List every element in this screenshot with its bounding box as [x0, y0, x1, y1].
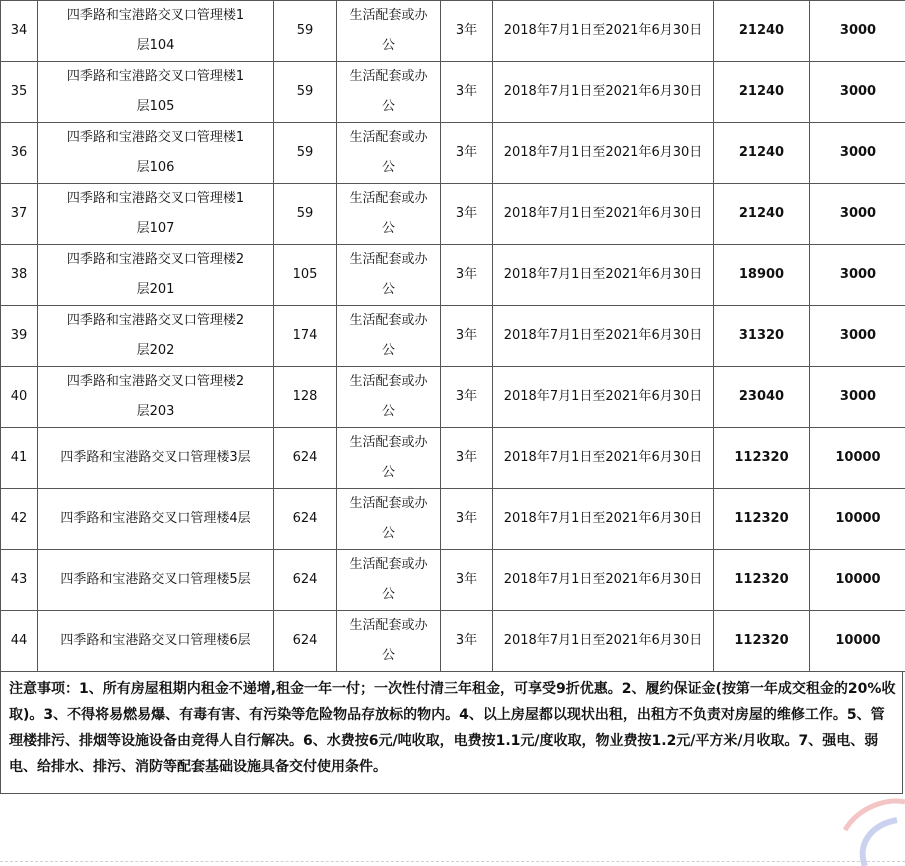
- table-row: [1, 550, 905, 611]
- row-index: 40: [10, 389, 28, 404]
- usage-cell: [337, 306, 441, 367]
- usage-cell: [337, 123, 441, 184]
- period-cell: [493, 611, 714, 672]
- usage-line-1: 生活配套或办: [349, 496, 428, 511]
- table-row: [1, 489, 905, 550]
- term-cell: [441, 428, 493, 489]
- price-cell: [714, 62, 810, 123]
- row-index-cell: [1, 1, 38, 62]
- table-row: [1, 1, 905, 62]
- area-cell: [274, 428, 337, 489]
- period-cell: [493, 245, 714, 306]
- term-cell: [441, 62, 493, 123]
- usage-line-1: 生活配套或办: [349, 313, 428, 328]
- term-value: 3年: [455, 145, 478, 160]
- address-cell: [38, 1, 274, 62]
- term-cell: [441, 123, 493, 184]
- address-line-1: 四季路和宝港路交叉口管理楼6层: [60, 633, 251, 648]
- row-index: 42: [10, 511, 28, 526]
- address-line-2: 层203: [136, 404, 175, 419]
- usage-cell: [337, 489, 441, 550]
- usage-cell: [337, 245, 441, 306]
- row-index-cell: [1, 245, 38, 306]
- area-value: 624: [292, 633, 318, 648]
- deposit-cell: [810, 62, 905, 123]
- period-value: 2018年7月1日至2021年6月30日: [503, 450, 703, 465]
- deposit-cell: [810, 550, 905, 611]
- usage-line-2: 公: [381, 465, 395, 480]
- table-row: [1, 306, 905, 367]
- row-index: 41: [10, 450, 28, 465]
- area-value: 624: [292, 450, 318, 465]
- deposit-cell: [810, 184, 905, 245]
- period-cell: [493, 367, 714, 428]
- price-value: 21240: [738, 84, 785, 99]
- usage-line-1: 生活配套或办: [349, 191, 428, 206]
- term-value: 3年: [455, 572, 478, 587]
- deposit-value: 3000: [839, 23, 877, 38]
- usage-line-1: 生活配套或办: [349, 69, 428, 84]
- address-line-2: 层105: [136, 99, 175, 114]
- address-cell: [38, 184, 274, 245]
- deposit-value: 3000: [839, 328, 877, 343]
- deposit-cell: [810, 489, 905, 550]
- period-cell: [493, 306, 714, 367]
- address-cell: [38, 611, 274, 672]
- term-cell: [441, 184, 493, 245]
- deposit-value: 10000: [835, 511, 881, 526]
- address-cell: [38, 367, 274, 428]
- usage-line-1: 生活配套或办: [349, 374, 428, 389]
- row-index-cell: [1, 184, 38, 245]
- period-value: 2018年7月1日至2021年6月30日: [503, 145, 703, 160]
- usage-line-2: 公: [381, 526, 395, 541]
- term-cell: [441, 489, 493, 550]
- price-cell: [714, 306, 810, 367]
- usage-line-1: 生活配套或办: [349, 557, 428, 572]
- area-cell: [274, 62, 337, 123]
- term-value: 3年: [455, 267, 478, 282]
- address-line-2: 层106: [136, 160, 175, 175]
- area-value: 59: [296, 145, 314, 160]
- deposit-value: 3000: [839, 206, 877, 221]
- period-cell: [493, 1, 714, 62]
- period-value: 2018年7月1日至2021年6月30日: [503, 328, 703, 343]
- usage-line-1: 生活配套或办: [349, 435, 428, 450]
- area-cell: [274, 123, 337, 184]
- price-cell: [714, 184, 810, 245]
- notes-paragraph: 注意事项：1、所有房屋租期内租金不递增,租金一年一付；一次性付清三年租金，可享受9折优惠。2、履约保证金(按第一年成交租金的20%收取)。3、不得将易燃易爆、有毒有害、有污染等危险物品存放标的物内。4、以上房屋都以现状出租，出租方不负责对房屋的维修工作。5、管理楼排污、排烟等设施设备由竞得人自行解决。6、水费按6元/吨收取，电费按1.1元/度收取，物业费按1.2元/平方米/月收取。7、强电、弱电、给排水、排污、消防等配套基础设施具备交付使用条件。: [0, 672, 903, 794]
- usage-line-1: 生活配套或办: [349, 618, 428, 633]
- price-value: 112320: [734, 450, 789, 465]
- term-value: 3年: [455, 511, 478, 526]
- price-value: 21240: [738, 145, 785, 160]
- table-row: [1, 428, 905, 489]
- area-cell: [274, 489, 337, 550]
- area-value: 174: [292, 328, 318, 343]
- address-cell: [38, 62, 274, 123]
- row-index: 37: [10, 206, 28, 221]
- period-cell: [493, 428, 714, 489]
- usage-cell: [337, 1, 441, 62]
- usage-line-1: 生活配套或办: [349, 252, 428, 267]
- table-row: [1, 367, 905, 428]
- row-index-cell: [1, 489, 38, 550]
- term-value: 3年: [455, 206, 478, 221]
- deposit-value: 3000: [839, 267, 877, 282]
- row-index-cell: [1, 428, 38, 489]
- usage-line-2: 公: [381, 343, 395, 358]
- usage-cell: [337, 611, 441, 672]
- address-line-1: 四季路和宝港路交叉口管理楼1: [66, 8, 245, 23]
- deposit-value: 10000: [835, 450, 881, 465]
- period-cell: [493, 184, 714, 245]
- usage-line-2: 公: [381, 221, 395, 236]
- price-value: 112320: [734, 572, 789, 587]
- usage-line-2: 公: [381, 99, 395, 114]
- area-value: 624: [292, 572, 318, 587]
- price-value: 23040: [738, 389, 785, 404]
- row-index: 43: [10, 572, 28, 587]
- price-cell: [714, 123, 810, 184]
- table-row: [1, 245, 905, 306]
- deposit-value: 3000: [839, 145, 877, 160]
- price-value: 112320: [734, 633, 789, 648]
- row-index: 44: [10, 633, 28, 648]
- address-line-2: 层201: [136, 282, 175, 297]
- price-cell: [714, 489, 810, 550]
- deposit-cell: [810, 123, 905, 184]
- period-cell: [493, 123, 714, 184]
- row-index-cell: [1, 123, 38, 184]
- period-value: 2018年7月1日至2021年6月30日: [503, 572, 703, 587]
- usage-cell: [337, 367, 441, 428]
- term-value: 3年: [455, 633, 478, 648]
- address-line-1: 四季路和宝港路交叉口管理楼2: [66, 252, 245, 267]
- term-cell: [441, 367, 493, 428]
- deposit-cell: [810, 306, 905, 367]
- term-value: 3年: [455, 389, 478, 404]
- page-divider: [0, 861, 905, 862]
- swoosh-logo-icon: [785, 790, 905, 866]
- usage-line-2: 公: [381, 648, 395, 663]
- row-index: 36: [10, 145, 28, 160]
- table-row: [1, 184, 905, 245]
- table-row: [1, 611, 905, 672]
- address-line-1: 四季路和宝港路交叉口管理楼3层: [60, 450, 251, 465]
- usage-line-1: 生活配套或办: [349, 8, 428, 23]
- price-cell: [714, 550, 810, 611]
- term-cell: [441, 611, 493, 672]
- row-index-cell: [1, 611, 38, 672]
- address-line-1: 四季路和宝港路交叉口管理楼2: [66, 374, 245, 389]
- term-cell: [441, 550, 493, 611]
- price-cell: [714, 367, 810, 428]
- area-cell: [274, 1, 337, 62]
- price-cell: [714, 245, 810, 306]
- deposit-cell: [810, 611, 905, 672]
- usage-line-2: 公: [381, 160, 395, 175]
- row-index: 38: [10, 267, 28, 282]
- price-value: 31320: [738, 328, 785, 343]
- row-index-cell: [1, 62, 38, 123]
- usage-line-2: 公: [381, 587, 395, 602]
- area-value: 59: [296, 23, 314, 38]
- price-value: 112320: [734, 511, 789, 526]
- deposit-value: 3000: [839, 84, 877, 99]
- usage-line-1: 生活配套或办: [349, 130, 428, 145]
- usage-cell: [337, 62, 441, 123]
- term-cell: [441, 245, 493, 306]
- term-value: 3年: [455, 23, 478, 38]
- address-line-2: 层104: [136, 38, 175, 53]
- area-value: 624: [292, 511, 318, 526]
- area-value: 128: [292, 389, 318, 404]
- term-value: 3年: [455, 84, 478, 99]
- row-index: 35: [10, 84, 28, 99]
- usage-cell: [337, 550, 441, 611]
- price-cell: [714, 1, 810, 62]
- period-value: 2018年7月1日至2021年6月30日: [503, 84, 703, 99]
- term-cell: [441, 306, 493, 367]
- address-line-2: 层202: [136, 343, 175, 358]
- address-line-2: 层107: [136, 221, 175, 236]
- row-index: 34: [10, 23, 28, 38]
- area-value: 59: [296, 84, 314, 99]
- price-cell: [714, 611, 810, 672]
- period-value: 2018年7月1日至2021年6月30日: [503, 511, 703, 526]
- address-line-1: 四季路和宝港路交叉口管理楼4层: [60, 511, 251, 526]
- area-cell: [274, 367, 337, 428]
- row-index-cell: [1, 306, 38, 367]
- deposit-value: 3000: [839, 389, 877, 404]
- table-row: [1, 123, 905, 184]
- address-cell: [38, 550, 274, 611]
- usage-cell: [337, 428, 441, 489]
- period-value: 2018年7月1日至2021年6月30日: [503, 633, 703, 648]
- usage-line-2: 公: [381, 282, 395, 297]
- address-line-1: 四季路和宝港路交叉口管理楼5层: [60, 572, 251, 587]
- area-value: 105: [292, 267, 318, 282]
- term-value: 3年: [455, 450, 478, 465]
- address-line-1: 四季路和宝港路交叉口管理楼1: [66, 191, 245, 206]
- deposit-cell: [810, 367, 905, 428]
- row-index-cell: [1, 550, 38, 611]
- usage-line-2: 公: [381, 38, 395, 53]
- area-value: 59: [296, 206, 314, 221]
- address-line-1: 四季路和宝港路交叉口管理楼1: [66, 69, 245, 84]
- deposit-value: 10000: [835, 572, 881, 587]
- price-cell: [714, 428, 810, 489]
- area-cell: [274, 184, 337, 245]
- term-cell: [441, 1, 493, 62]
- area-cell: [274, 550, 337, 611]
- address-cell: [38, 428, 274, 489]
- period-value: 2018年7月1日至2021年6月30日: [503, 389, 703, 404]
- usage-line-2: 公: [381, 404, 395, 419]
- area-cell: [274, 611, 337, 672]
- deposit-cell: [810, 245, 905, 306]
- table-body: [1, 1, 905, 672]
- period-cell: [493, 489, 714, 550]
- address-line-1: 四季路和宝港路交叉口管理楼1: [66, 130, 245, 145]
- row-index-cell: [1, 367, 38, 428]
- period-value: 2018年7月1日至2021年6月30日: [503, 206, 703, 221]
- price-value: 21240: [738, 23, 785, 38]
- address-cell: [38, 306, 274, 367]
- period-value: 2018年7月1日至2021年6月30日: [503, 267, 703, 282]
- period-cell: [493, 62, 714, 123]
- deposit-cell: [810, 1, 905, 62]
- period-value: 2018年7月1日至2021年6月30日: [503, 23, 703, 38]
- address-line-1: 四季路和宝港路交叉口管理楼2: [66, 313, 245, 328]
- address-cell: [38, 245, 274, 306]
- address-cell: [38, 123, 274, 184]
- row-index: 39: [10, 328, 28, 343]
- term-value: 3年: [455, 328, 478, 343]
- usage-cell: [337, 184, 441, 245]
- address-cell: [38, 489, 274, 550]
- price-value: 18900: [738, 267, 785, 282]
- deposit-value: 10000: [835, 633, 881, 648]
- deposit-cell: [810, 428, 905, 489]
- area-cell: [274, 306, 337, 367]
- price-value: 21240: [738, 206, 785, 221]
- area-cell: [274, 245, 337, 306]
- table-row: [1, 62, 905, 123]
- period-cell: [493, 550, 714, 611]
